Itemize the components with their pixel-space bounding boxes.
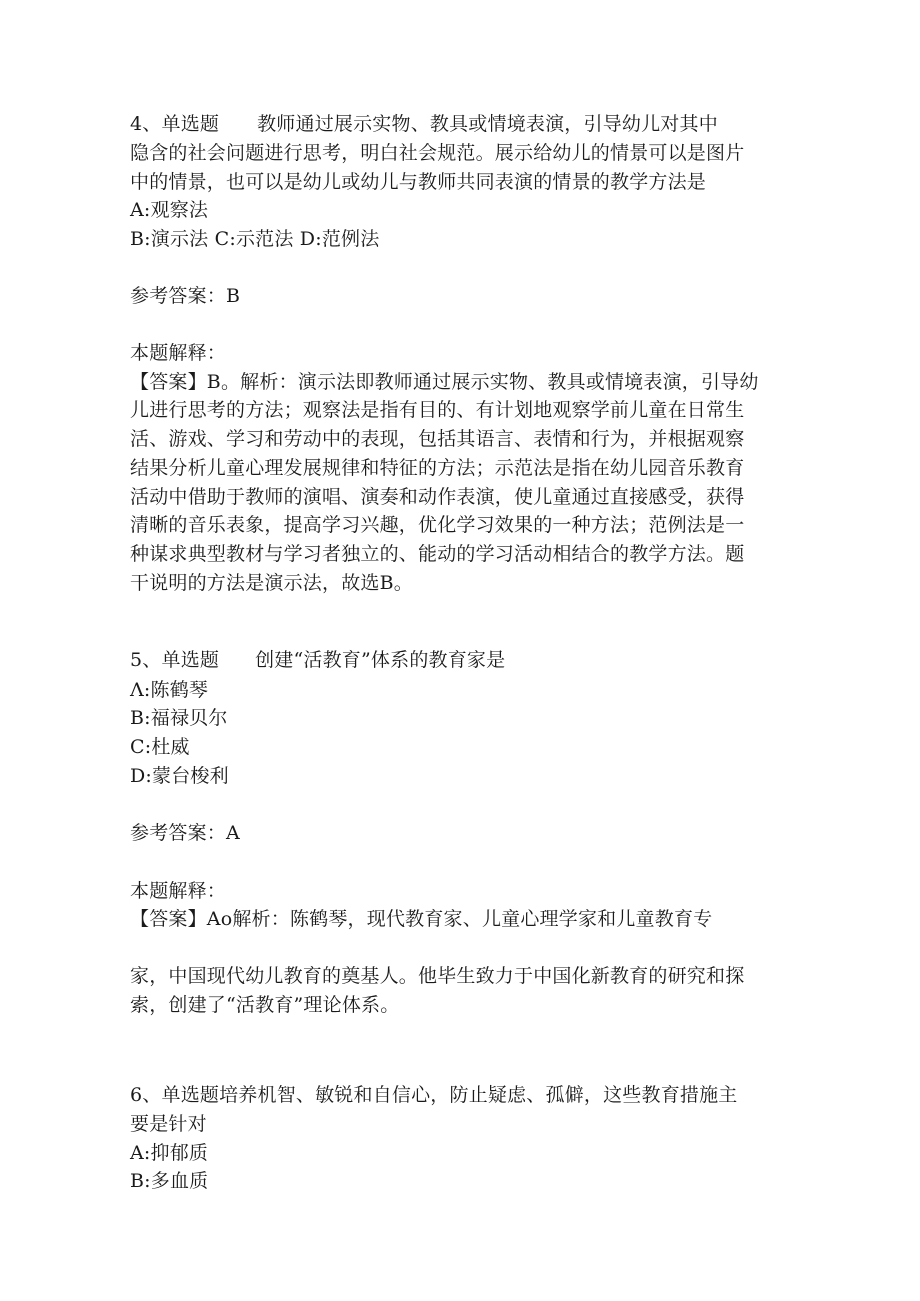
q5-stem: 创建“活教育”体系的教育家是 [255, 649, 506, 671]
q6-stem-line: 要是针对 [130, 1113, 207, 1135]
q6-option: A:抑郁质 [130, 1142, 209, 1164]
q4-option: B:演示法 C:示范法 D:范例法 [130, 228, 380, 250]
q4-explain-line: 清晰的音乐表象，提高学习兴趣，优化学习效果的一种方法；范例法是一 [130, 514, 745, 536]
q4-explain-line: 活动中借助于教师的演唱、演奏和动作表演，使儿童通过直接感受，获得 [130, 486, 745, 508]
q4-stem-line: 隐含的社会问题进行思考，明白社会规范。展示给幼儿的情景可以是图片 [130, 142, 745, 164]
q4-first-line [130, 110, 718, 138]
q5-explain-title: 本题解释： [130, 880, 227, 902]
q5-explain-line: 索，创建了“活教育”理论体系。 [130, 994, 400, 1016]
q5-explain-line: 【答案】Ao解析：陈鹤琴，现代教育家、儿童心理学家和儿童教育专 [130, 908, 713, 930]
q5-explain-line: 家，中国现代幼儿教育的奠基人。他毕生致力于中国化新教育的研究和探 [130, 965, 745, 987]
q4-stem-line: 中的情景，也可以是幼儿或幼儿与教师共同表演的情景的教学方法是 [130, 171, 707, 193]
q5-head: 5、单选题 [130, 649, 220, 671]
q5-first-line [130, 646, 505, 674]
q4-explain-line: 结果分析儿童心理发展规律和特征的方法；示范法是指在幼儿园音乐教育 [130, 457, 745, 479]
q4-explain-line: 干说明的方法是演示法，故选B。 [130, 572, 413, 594]
q4-explain-line: 种谋求典型教材与学习者独立的、能动的学习活动相结合的教学方法。题 [130, 543, 745, 565]
q4-head: 4、单选题 [130, 113, 220, 135]
q4-explain-title: 本题解释： [130, 342, 227, 364]
q6-stem-line: 6、单选题培养机智、敏锐和自信心，防止疑虑、孤僻，这些教育措施主 [130, 1084, 738, 1106]
q4-stem-line: 教师通过展示实物、教具或情境表演，引导幼儿对其中 [257, 113, 718, 135]
q5-answer: 参考答案：A [130, 822, 240, 844]
q5-option: B:福禄贝尔 [130, 707, 228, 729]
q5-option: Λ:陈鹤琴 [130, 679, 209, 701]
q4-answer: 参考答案：B [130, 285, 241, 307]
q6-option: B:多血质 [130, 1170, 209, 1192]
q4-option: A:观察法 [130, 199, 209, 221]
q4-explain-line: 儿进行思考的方法；观察法是指有目的、有计划地观察学前儿童在日常生 [130, 399, 745, 421]
q5-option: D:蒙台梭利 [130, 765, 229, 787]
q5-option: C:杜威 [130, 736, 190, 758]
q4-explain-line: 活、游戏、学习和劳动中的表现，包括其语言、表情和行为，并根据观察 [130, 428, 745, 450]
q4-explain-line: 【答案】B。解析：演示法即教师通过展示实物、教具或情境表演，引导幼 [130, 371, 759, 393]
